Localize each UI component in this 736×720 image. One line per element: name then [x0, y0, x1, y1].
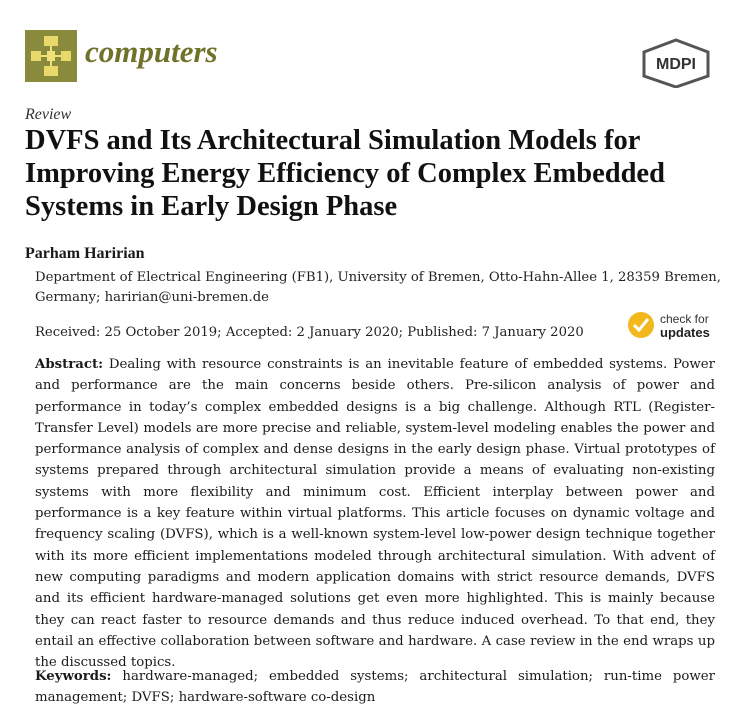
keywords-label: Keywords: — [35, 669, 112, 684]
abstract — [35, 354, 715, 673]
author-affiliation: Department of Electrical Engineering (FB1), University of Bremen, Otto-Hahn-Allee 1, 28359 Bremen, Germany; haririan@uni-bremen.de — [35, 270, 721, 305]
abstract-label: Abstract: — [35, 357, 104, 372]
check-updates-line1: check for — [660, 312, 709, 326]
author-name: Parham Haririan — [25, 245, 145, 262]
publication-dates: Received: 25 October 2019; Accepted: 2 January 2020; Published: 7 January 2020 — [35, 325, 584, 340]
journal-logo — [25, 30, 77, 82]
mdpi-logo-text: MDPI — [656, 56, 696, 73]
computers-logo-icon — [25, 30, 77, 82]
article-title: DVFS and Its Architectural Simulation Models for Improving Energy Efficiency of Complex Embedded Systems in Early Design Phase — [25, 125, 665, 222]
article-type: Review — [25, 106, 72, 123]
keywords — [35, 666, 715, 709]
abstract-text: Dealing with resource constraints is an inevitable feature of embedded systems. Power and performance are the main concerns beside others. Pre-silicon analysis of power and performance in today’s complex embedded designs is a big challenge. Although RTL (Register-Transfer Level) models are more precise and reliable, system-level modeling enables the power and performance analysis of complex and dense designs in the early design phase. Virtual prototypes of systems prepared through architectural simulation provide a means of evaluating non-existing systems with more flexibility and minimum cost. Efficient interplay between power and performance is a key feature within virtual platforms. This article focuses on dynamic voltage and frequency scaling (DVFS), which is a well-known system-level low-power design technique together with its more efficient implementations modeled through architectural simulation. With advent of new computing paradigms and modern application domains with strict resource demands, DVFS and its efficient hardware-managed solutions get even more highlighted. This is mainly because they can react faster to resource demands and thus reduce induced overhead. To that end, they entail an effective collaboration between software and hardware. A case review in the end wraps up the discussed topics. — [35, 357, 715, 671]
mdpi-logo — [640, 38, 712, 88]
journal-name: computers — [85, 34, 218, 69]
keywords-text: hardware-managed; embedded systems; architectural simulation; run-time power management; DVFS; hardware-software co-design — [35, 669, 715, 706]
check-updates-line2: updates — [660, 325, 710, 340]
checkmark-icon — [628, 312, 654, 338]
check-for-updates-badge[interactable] — [628, 310, 720, 342]
